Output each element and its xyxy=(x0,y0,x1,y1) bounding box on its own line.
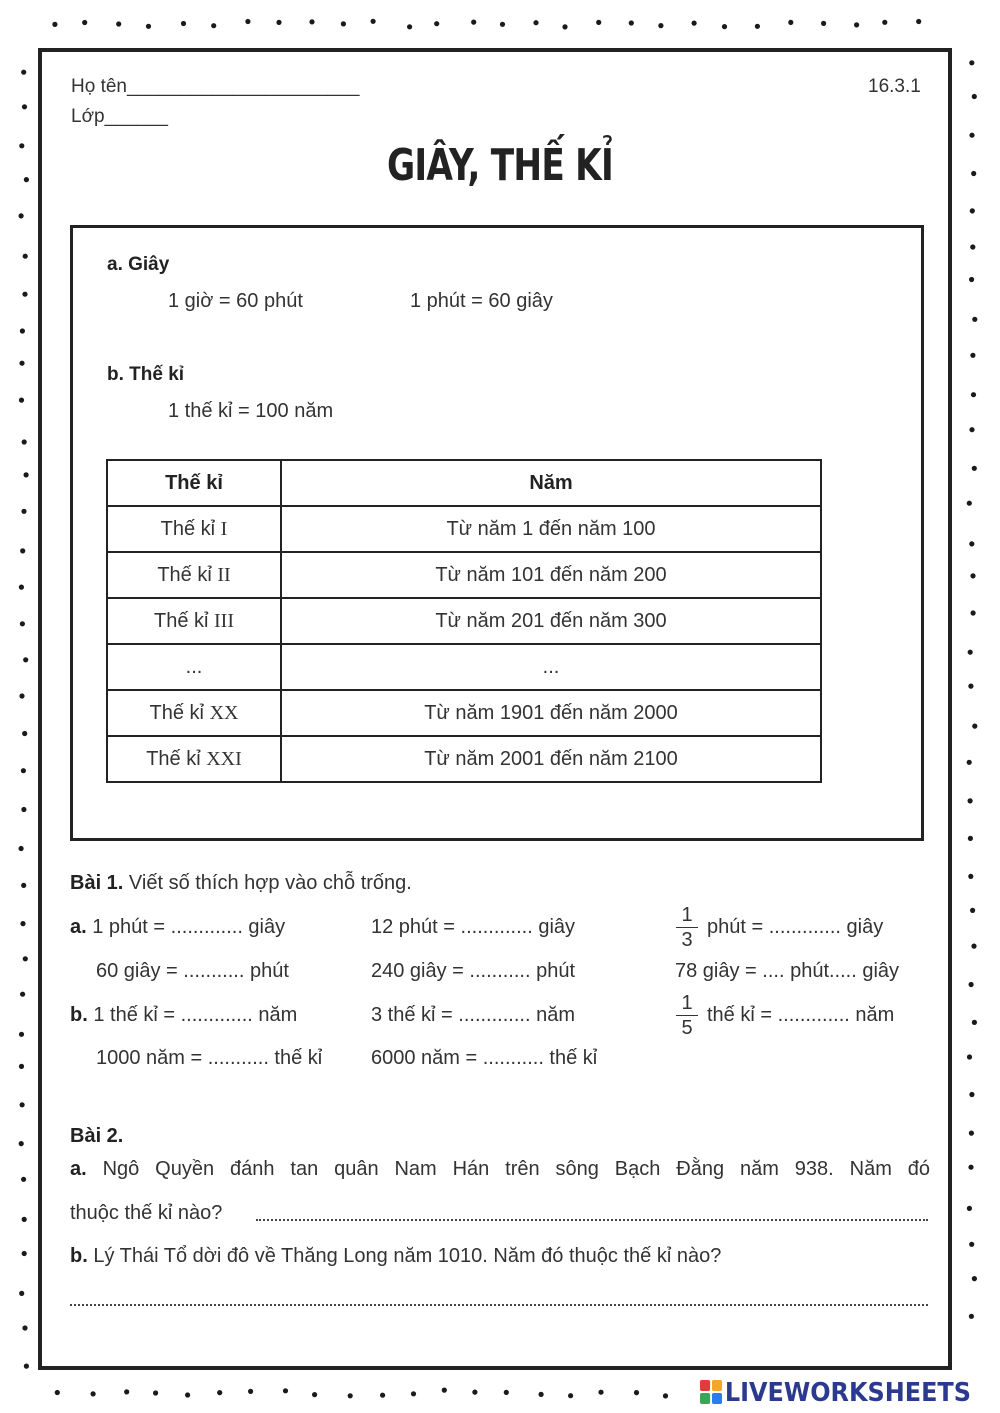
border-dot xyxy=(20,1102,25,1107)
border-dot xyxy=(24,177,29,182)
border-dot xyxy=(407,24,412,29)
border-dot xyxy=(969,1092,974,1097)
border-dot xyxy=(562,24,567,29)
century-cell: Thế kỉ XXI xyxy=(107,736,281,782)
border-dot xyxy=(970,244,975,249)
border-dot xyxy=(283,1388,288,1393)
table-row xyxy=(107,598,821,644)
century-cell: Thế kỉ I xyxy=(107,506,281,552)
border-dot xyxy=(185,1392,190,1397)
century-table xyxy=(106,459,822,783)
border-dot xyxy=(19,213,24,218)
exercise-1b-item-1[interactable]: b. 1 thế kỉ = ............. năm xyxy=(70,1004,298,1026)
border-dot xyxy=(276,20,281,25)
border-dot xyxy=(969,1131,974,1136)
border-dot xyxy=(22,104,27,109)
section-a-heading: a. Giây xyxy=(107,254,170,275)
border-dot xyxy=(380,1393,385,1398)
border-dot xyxy=(967,1206,972,1211)
years-cell: Từ năm 2001 đến năm 2100 xyxy=(281,736,821,782)
border-dot xyxy=(24,1364,29,1369)
border-dot xyxy=(442,1388,447,1393)
border-dot xyxy=(22,1251,27,1256)
border-dot xyxy=(539,1392,544,1397)
exercise-1b-item-3[interactable]: thế kỉ = ............. năm xyxy=(707,1004,895,1026)
border-dot xyxy=(19,361,24,366)
border-dot xyxy=(969,982,974,987)
brand-name: LIVEWORKSHEETS xyxy=(724,1378,971,1408)
exercise-2b-question: b. Lý Thái Tổ dời đô về Thăng Long năm 1010. Năm đó thuộc thế kỉ nào? xyxy=(70,1245,722,1267)
border-dot xyxy=(968,836,973,841)
border-dot xyxy=(146,24,151,29)
border-dot xyxy=(968,684,973,689)
column-header-century: Thế kỉ xyxy=(107,460,281,506)
border-dot xyxy=(596,20,601,25)
border-dot xyxy=(22,731,27,736)
border-dot xyxy=(968,798,973,803)
section-b-heading: b. Thế kỉ xyxy=(107,364,185,385)
years-cell: Từ năm 1 đến năm 100 xyxy=(281,506,821,552)
exercise-1a-item-4[interactable]: 60 giây = ........... phút xyxy=(96,960,289,982)
exercise-1a-item-6[interactable]: 78 giây = .... phút..... giây xyxy=(675,960,900,982)
border-dot xyxy=(967,501,972,506)
border-dot xyxy=(24,472,29,477)
border-dot xyxy=(854,22,859,27)
border-dot xyxy=(21,807,26,812)
border-dot xyxy=(968,650,973,655)
fraction-one-third: 1 3 xyxy=(675,904,699,951)
border-dot xyxy=(916,19,921,24)
border-dot xyxy=(969,277,974,282)
class-field[interactable]: Lớp______ xyxy=(71,106,168,127)
border-dot xyxy=(434,21,439,26)
border-dot xyxy=(341,21,346,26)
border-dot xyxy=(972,1276,977,1281)
border-dot xyxy=(22,1325,27,1330)
border-dot xyxy=(124,1389,129,1394)
border-dot xyxy=(755,24,760,29)
border-dot xyxy=(371,19,376,24)
border-dot xyxy=(19,1141,24,1146)
border-dot xyxy=(21,70,26,75)
border-dot xyxy=(19,1291,24,1296)
border-dot xyxy=(971,610,976,615)
border-dot xyxy=(348,1393,353,1398)
border-dot xyxy=(23,254,28,259)
equation-century: 1 thế kỉ = 100 năm xyxy=(168,400,334,422)
century-cell: Thế kỉ II xyxy=(107,552,281,598)
border-dot xyxy=(821,21,826,26)
border-dot xyxy=(248,1389,253,1394)
century-cell: Thế kỉ XX xyxy=(107,690,281,736)
border-dot xyxy=(23,657,28,662)
table-row xyxy=(107,644,821,690)
border-dot xyxy=(153,1390,158,1395)
years-cell: ... xyxy=(281,644,821,690)
border-dot xyxy=(217,1390,222,1395)
border-dot xyxy=(19,846,24,851)
border-dot xyxy=(19,585,24,590)
border-dot xyxy=(969,133,974,138)
table-row xyxy=(107,690,821,736)
border-dot xyxy=(22,439,27,444)
border-dot xyxy=(21,768,26,773)
border-dot xyxy=(23,956,28,961)
border-dot xyxy=(82,20,87,25)
border-dot xyxy=(634,1390,639,1395)
border-dot xyxy=(19,398,24,403)
border-dot xyxy=(972,724,977,729)
exercise-1-title: Bài 1. Viết số thích hợp vào chỗ trống. xyxy=(70,872,412,894)
border-dot xyxy=(55,1390,60,1395)
years-cell: Từ năm 101 đến năm 200 xyxy=(281,552,821,598)
border-dot xyxy=(663,1393,668,1398)
page-title: GIÂY, THẾ KỈ xyxy=(387,140,613,191)
exercise-2b-answer-line[interactable] xyxy=(70,1304,928,1306)
border-dot xyxy=(969,427,974,432)
border-dot xyxy=(971,171,976,176)
border-dot xyxy=(472,1390,477,1395)
border-dot xyxy=(312,1392,317,1397)
table-row xyxy=(107,552,821,598)
border-dot xyxy=(692,21,697,26)
border-dot xyxy=(971,392,976,397)
border-dot xyxy=(970,353,975,358)
border-dot xyxy=(20,621,25,626)
exercise-2a-question: a. Ngô Quyền đánh tan quân Nam Hán trên sông Bạch Đằng năm 938. Năm đó xyxy=(70,1158,930,1180)
border-dot xyxy=(568,1393,573,1398)
table-row xyxy=(107,506,821,552)
border-dot xyxy=(19,693,24,698)
border-dot xyxy=(971,944,976,949)
border-dot xyxy=(181,21,186,26)
exercise-1b-item-4[interactable]: 1000 năm = ........... thế kỉ xyxy=(96,1047,323,1069)
border-dot xyxy=(245,19,250,24)
fraction-one-fifth: 1 5 xyxy=(675,992,699,1039)
border-dot xyxy=(116,21,121,26)
border-dot xyxy=(788,20,793,25)
name-field[interactable]: Họ tên______________________ xyxy=(71,76,360,97)
border-dot xyxy=(972,1020,977,1025)
border-dot xyxy=(658,23,663,28)
border-dot xyxy=(967,1054,972,1059)
border-dot xyxy=(21,509,26,514)
border-dot xyxy=(969,1314,974,1319)
border-dot xyxy=(21,1177,26,1182)
border-dot xyxy=(970,208,975,213)
border-dot xyxy=(52,22,57,27)
exercise-2a-answer-line[interactable] xyxy=(256,1219,928,1221)
border-dot xyxy=(471,20,476,25)
century-cell: ... xyxy=(107,644,281,690)
border-dot xyxy=(20,328,25,333)
years-cell: Từ năm 201 đến năm 300 xyxy=(281,598,821,644)
border-dot xyxy=(504,1390,509,1395)
exercise-1a-item-2[interactable]: 12 phút = ............. giây xyxy=(371,916,576,938)
years-cell: Từ năm 1901 đến năm 2000 xyxy=(281,690,821,736)
border-dot xyxy=(598,1390,603,1395)
border-dot xyxy=(967,760,972,765)
border-dot xyxy=(722,24,727,29)
exercise-1a-item-5[interactable]: 240 giây = ........... phút xyxy=(371,960,576,982)
worksheet-code: 16.3.1 xyxy=(868,76,921,97)
border-dot xyxy=(309,19,314,24)
border-dot xyxy=(969,1242,974,1247)
liveworksheets-watermark xyxy=(700,1378,971,1408)
border-dot xyxy=(969,541,974,546)
border-dot xyxy=(969,60,974,65)
border-dot xyxy=(968,874,973,879)
border-dot xyxy=(411,1391,416,1396)
border-dot xyxy=(21,883,26,888)
liveworksheets-logo-icon xyxy=(700,1380,722,1404)
border-dot xyxy=(882,20,887,25)
border-dot xyxy=(533,20,538,25)
exercise-1b-item-5[interactable]: 6000 năm = ........... thế kỉ xyxy=(371,1047,598,1069)
border-dot xyxy=(629,20,634,25)
border-dot xyxy=(20,548,25,553)
border-dot xyxy=(91,1391,96,1396)
exercise-2-title: Bài 2. xyxy=(70,1125,124,1147)
border-dot xyxy=(20,921,25,926)
exercise-1a-item-1[interactable]: a. 1 phút = ............. giây xyxy=(70,916,286,938)
exercise-1a-item-3[interactable]: phút = ............. giây xyxy=(707,916,884,938)
border-dot xyxy=(970,573,975,578)
table-row xyxy=(107,736,821,782)
border-dot xyxy=(22,1217,27,1222)
border-dot xyxy=(500,22,505,27)
border-dot xyxy=(972,94,977,99)
exercise-1b-item-2[interactable]: 3 thế kỉ = ............. năm xyxy=(371,1004,575,1026)
border-dot xyxy=(972,317,977,322)
border-dot xyxy=(968,1165,973,1170)
century-cell: Thế kỉ III xyxy=(107,598,281,644)
equation-minute: 1 phút = 60 giây xyxy=(410,290,553,312)
column-header-years: Năm xyxy=(281,460,821,506)
border-dot xyxy=(19,143,24,148)
exercise-2a-question-end: thuộc thế kỉ nào? xyxy=(70,1202,223,1224)
equation-hour: 1 giờ = 60 phút xyxy=(168,290,303,312)
border-dot xyxy=(19,1064,24,1069)
border-dot xyxy=(20,992,25,997)
border-dot xyxy=(972,466,977,471)
border-dot xyxy=(19,1032,24,1037)
border-dot xyxy=(22,292,27,297)
border-dot xyxy=(970,908,975,913)
border-dot xyxy=(211,23,216,28)
